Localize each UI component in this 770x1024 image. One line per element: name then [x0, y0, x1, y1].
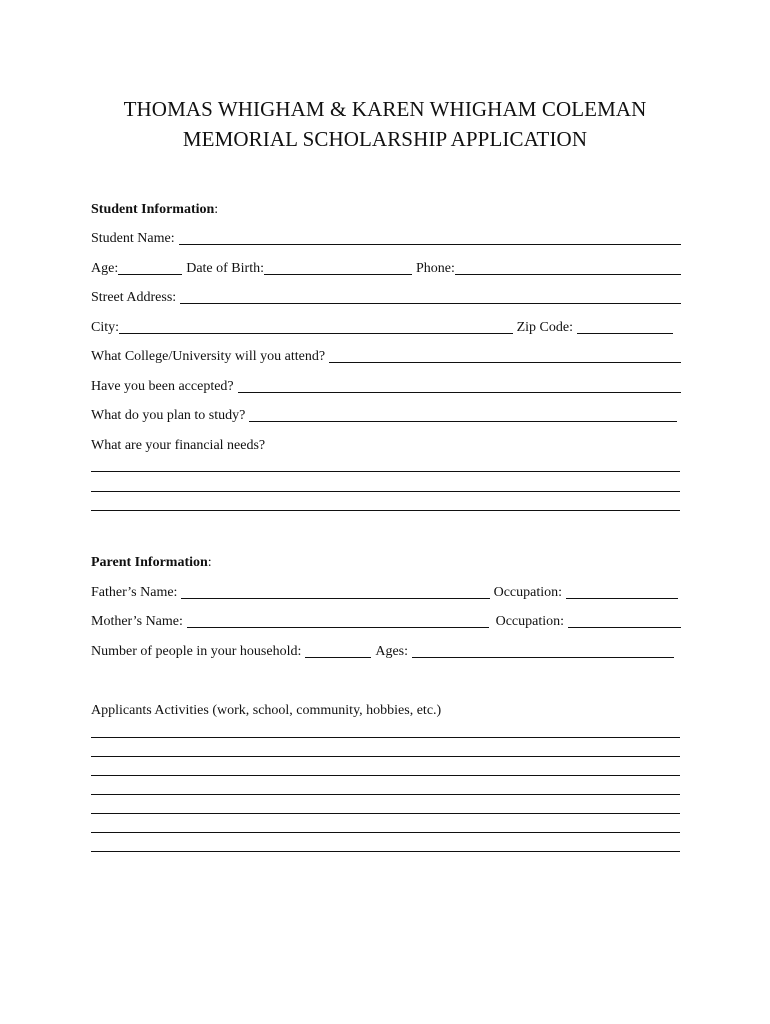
study-label: What do you plan to study? — [91, 408, 246, 423]
college-row — [91, 348, 681, 366]
ages-field[interactable] — [412, 643, 674, 658]
mother-row — [91, 613, 681, 631]
financial-needs-line-2[interactable] — [91, 491, 680, 492]
street-address-label: Street Address: — [91, 290, 177, 305]
form-title-line-2: MEMORIAL SCHOLARSHIP APPLICATION — [182, 127, 588, 151]
activities-line-6[interactable] — [91, 832, 680, 833]
street-address-row — [91, 289, 681, 307]
mother-occupation-field[interactable] — [568, 613, 681, 628]
father-occupation-field[interactable] — [566, 584, 678, 599]
college-field[interactable] — [329, 348, 681, 363]
parent-information-heading — [91, 554, 212, 572]
study-field[interactable] — [249, 407, 677, 422]
zip-code-label: Zip Code: — [516, 320, 573, 335]
city-label: City: — [91, 320, 120, 335]
age-dob-phone-row — [91, 260, 681, 278]
household-count-field[interactable] — [305, 643, 371, 658]
parent-heading-text: Parent Information — [91, 555, 208, 570]
city-zip-row — [91, 319, 681, 337]
study-row — [91, 407, 681, 425]
student-information-heading — [91, 201, 218, 219]
parent-heading-colon: : — [207, 555, 212, 570]
date-of-birth-field[interactable] — [264, 260, 412, 275]
age-field[interactable] — [118, 260, 182, 275]
date-of-birth-label: Date of Birth: — [186, 261, 264, 276]
accepted-field[interactable] — [238, 378, 681, 393]
financial-needs-row — [91, 437, 681, 455]
father-occupation-label: Occupation: — [493, 585, 562, 600]
student-heading-text: Student Information — [91, 202, 215, 217]
financial-needs-line-3[interactable] — [91, 510, 680, 511]
activities-line-4[interactable] — [91, 794, 680, 795]
phone-field[interactable] — [455, 260, 681, 275]
financial-needs-label: What are your financial needs? — [91, 438, 266, 453]
activities-line-2[interactable] — [91, 756, 680, 757]
ages-label: Ages: — [375, 644, 409, 659]
activities-line-3[interactable] — [91, 775, 680, 776]
college-label: What College/University will you attend? — [91, 349, 326, 364]
student-name-row — [91, 230, 681, 248]
street-address-field[interactable] — [180, 289, 681, 304]
activities-label: Applicants Activities (work, school, community, hobbies, etc.) — [91, 703, 442, 718]
household-row — [91, 643, 681, 661]
student-name-field[interactable] — [179, 230, 681, 245]
mother-name-field[interactable] — [187, 613, 489, 628]
mother-name-label: Mother’s Name: — [91, 614, 183, 629]
student-heading-colon: : — [214, 202, 219, 217]
age-label: Age: — [91, 261, 119, 276]
father-name-label: Father’s Name: — [91, 585, 178, 600]
father-row — [91, 584, 681, 602]
activities-line-1[interactable] — [91, 737, 680, 738]
student-name-label: Student Name: — [91, 231, 175, 246]
accepted-label: Have you been accepted? — [91, 379, 234, 394]
activities-line-7[interactable] — [91, 851, 680, 852]
father-name-field[interactable] — [181, 584, 489, 599]
form-title-line-1: THOMAS WHIGHAM & KAREN WHIGHAM COLEMAN — [123, 97, 647, 121]
household-count-label: Number of people in your household: — [91, 644, 302, 659]
city-field[interactable] — [119, 319, 513, 334]
phone-label: Phone: — [415, 261, 455, 276]
zip-code-field[interactable] — [577, 319, 673, 334]
financial-needs-line-1[interactable] — [91, 471, 680, 472]
form-title — [0, 94, 770, 154]
activities-line-5[interactable] — [91, 813, 680, 814]
activities-row — [91, 702, 681, 720]
accepted-row — [91, 378, 681, 396]
mother-occupation-label: Occupation: — [495, 614, 564, 629]
